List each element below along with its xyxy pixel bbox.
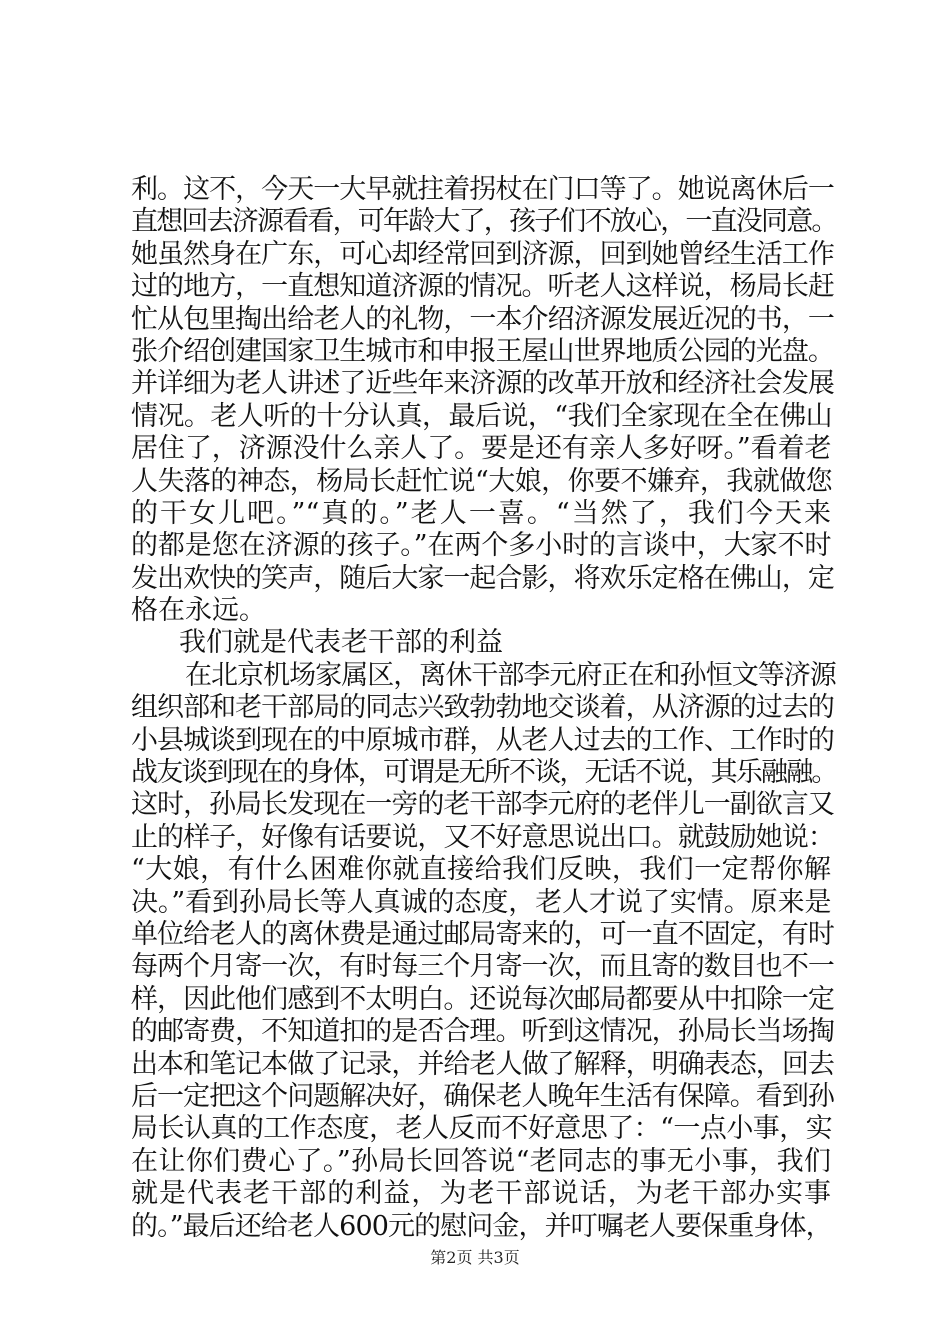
text-line: 小县城谈到现在的中原城市群，从老人过去的工作、工作时的 — [131, 724, 834, 756]
text-line: 在北京机场家属区，离休干部李元府正在和孙恒文等济源 — [185, 659, 836, 691]
paragraph-2 — [131, 659, 837, 1243]
text-line: 组织部和老干部局的同志兴致勃勃地交谈着，从济源的过去的 — [131, 692, 834, 724]
text-line: 她虽然身在广东，可心却经常回到济源，回到她曾经生活工作 — [131, 238, 834, 270]
text-line: 格在永远。 — [131, 595, 266, 627]
text-line: 并详细为老人讲述了近些年来济源的改革开放和经济社会发展 — [131, 368, 834, 400]
text-line: 的都是您在济源的孩子。”在两个多小时的言谈中，大家不时 — [131, 530, 832, 562]
document-body — [131, 174, 837, 1243]
text-line: 止的样子，好像有话要说，又不好意思说出口。就鼓励她说： — [131, 821, 834, 853]
text-line: 的邮寄费，不知道扣的是否合理。听到这情况，孙局长当场掏 — [131, 1016, 834, 1048]
text-line: 居住了，济源没什么亲人了。要是还有亲人多好呀。”看着老 — [131, 433, 832, 465]
text-line: “大娘，有什么困难你就直接给我们反映，我们一定帮你解 — [131, 854, 831, 886]
section-heading: 我们就是代表老干部的利益 — [179, 627, 503, 659]
text-line: 直想回去济源看看，可年龄大了，孩子们不放心，一直没同意。 — [131, 206, 837, 238]
text-line: 过的地方，一直想知道济源的情况。听老人这样说，杨局长赶 — [131, 271, 834, 303]
text-line: 决。”看到孙局长等人真诚的态度，老人才说了实情。原来是 — [131, 886, 832, 918]
page-footer: 第2页 共3页 — [430, 1248, 520, 1267]
text-line: 每两个月寄一次，有时每三个月寄一次，而且寄的数目也不一 — [131, 951, 834, 983]
text-line: 就是代表老干部的利益，为老干部说话，为老干部办实事 — [131, 1178, 831, 1210]
text-line: 后一定把这个问题解决好，确保老人晚年生活有保障。看到孙 — [131, 1080, 834, 1112]
text-line: 人失落的神态，杨局长赶忙说“大娘，你要不嫌弃，我就做您 — [131, 465, 833, 497]
text-line: 这时，孙局长发现在一旁的老干部李元府的老伴儿一副欲言又 — [131, 789, 834, 821]
text-line: 发出欢快的笑声，随后大家一起合影，将欢乐定格在佛山，定 — [131, 562, 834, 594]
text-line: 利。这不，今天一大早就拄着拐杖在门口等了。她说离休后一 — [131, 174, 834, 205]
text-line: 局长认真的工作态度，老人反而不好意思了：“一点小事，实 — [131, 1113, 833, 1145]
text-line: 在让你们费心了。”孙局长回答说“老同志的事无小事，我们 — [131, 1145, 831, 1177]
text-line: 战友谈到现在的身体，可谓是无所不谈，无话不说，其乐融融。 — [131, 757, 837, 789]
paragraph-1 — [131, 174, 837, 627]
text-line: 样，因此他们感到不太明白。还说每次邮局都要从中扣除一定 — [131, 983, 834, 1015]
text-line: 忙从包里掏出给老人的礼物，一本介绍济源发展近况的书，一 — [131, 303, 834, 335]
text-line: 情况。老人听的十分认真，最后说，“我们全家现在全在佛山 — [131, 400, 833, 432]
text-line: 的。”最后还给老人600元的慰问金，并叮嘱老人要保重身体， — [131, 1210, 832, 1242]
text-line: 单位给老人的离休费是通过邮局寄来的，可一直不固定，有时 — [131, 918, 834, 950]
text-line: 的干女儿吧。”“真的。”老人一喜。“当然了，我们今天来 — [131, 497, 831, 529]
text-line: 张介绍创建国家卫生城市和申报王屋山世界地质公园的光盘。 — [131, 335, 834, 367]
text-line: 出本和笔记本做了记录，并给老人做了解释，明确表态，回去 — [131, 1048, 834, 1080]
